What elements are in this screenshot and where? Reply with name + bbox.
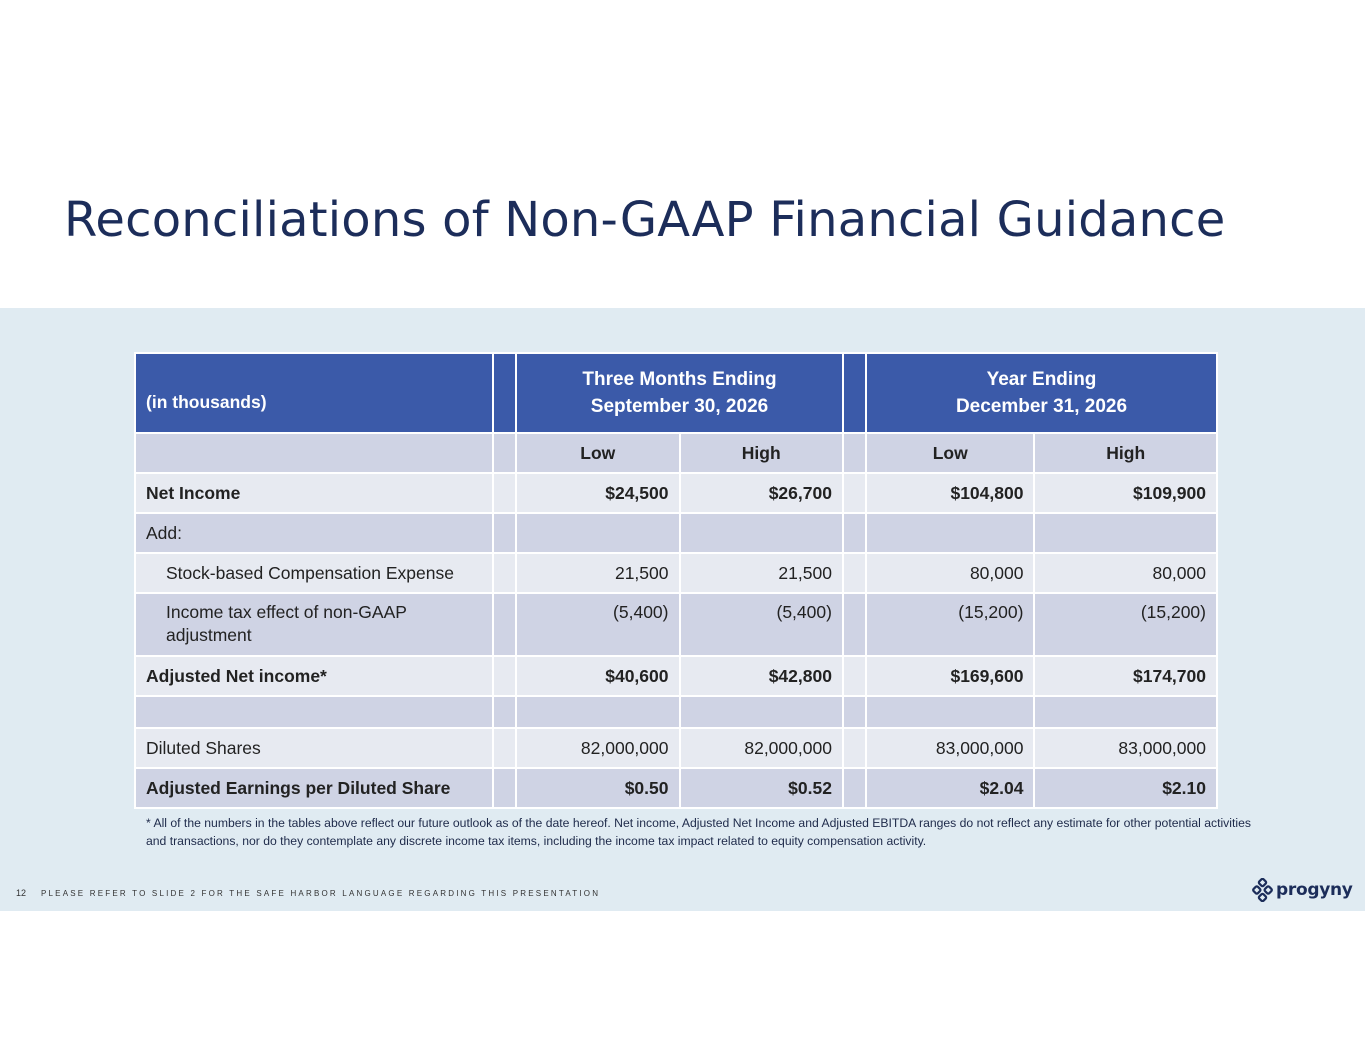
- row-label: Adjusted Earnings per Diluted Share: [135, 768, 493, 808]
- row-label: Add:: [135, 513, 493, 553]
- high-header: High: [1034, 433, 1217, 473]
- table-row: [135, 768, 1217, 808]
- table-header-row: [135, 353, 1217, 433]
- footnote: * All of the numbers in the tables above reflect our future outlook as of the date hereof. Net income, Adjusted Net Income and Adjusted EBITDA ranges do not reflect any estimate for other potential activities and transactions, nor do they contemplate any discrete income tax items, including the income tax impact related to equity compensation activity.: [146, 816, 1251, 848]
- page-number: 12: [16, 888, 27, 898]
- table-row: [135, 473, 1217, 513]
- value-cell: 80,000: [866, 553, 1034, 593]
- logo-wordmark: progyny: [1276, 880, 1353, 900]
- value-cell: $169,600: [866, 656, 1034, 696]
- progyny-logo: [1252, 878, 1353, 902]
- value-cell: (5,400): [516, 593, 679, 656]
- row-label: Diluted Shares: [135, 728, 493, 768]
- value-cell: (5,400): [680, 593, 843, 656]
- table-row: [135, 728, 1217, 768]
- value-cell: $0.52: [680, 768, 843, 808]
- value-cell: 83,000,000: [866, 728, 1034, 768]
- table-row: [135, 696, 1217, 728]
- spacer-cell: [493, 353, 516, 433]
- value-cell: $2.10: [1034, 768, 1217, 808]
- row-label: Income tax effect of non-GAAP adjustment: [135, 593, 493, 656]
- value-cell: $104,800: [866, 473, 1034, 513]
- value-cell: $0.50: [516, 768, 679, 808]
- safe-harbor-disclaimer: PLEASE REFER TO SLIDE 2 FOR THE SAFE HARBOR LANGUAGE REGARDING THIS PRESENTATION: [41, 889, 601, 898]
- value-cell: $26,700: [680, 473, 843, 513]
- high-header: High: [680, 433, 843, 473]
- table-row: [135, 656, 1217, 696]
- table-row: [135, 553, 1217, 593]
- value-cell: 83,000,000: [1034, 728, 1217, 768]
- row-label: Adjusted Net income*: [135, 656, 493, 696]
- value-cell: $42,800: [680, 656, 843, 696]
- period2-header: Year Ending December 31, 2026: [866, 353, 1217, 433]
- value-cell: (15,200): [866, 593, 1034, 656]
- reconciliation-table: [134, 352, 1218, 809]
- value-cell: $24,500: [516, 473, 679, 513]
- table-row: [135, 513, 1217, 553]
- low-header: Low: [516, 433, 679, 473]
- value-cell: 21,500: [516, 553, 679, 593]
- value-cell: (15,200): [1034, 593, 1217, 656]
- value-cell: 80,000: [1034, 553, 1217, 593]
- period1-header: Three Months Ending September 30, 2026: [516, 353, 843, 433]
- value-cell: 21,500: [680, 553, 843, 593]
- low-high-header-row: [135, 433, 1217, 473]
- table-row: [135, 593, 1217, 656]
- value-cell: 82,000,000: [516, 728, 679, 768]
- value-cell: $109,900: [1034, 473, 1217, 513]
- progyny-logo-icon: [1252, 878, 1274, 902]
- units-header: (in thousands): [135, 353, 493, 433]
- row-label: Net Income: [135, 473, 493, 513]
- value-cell: $40,600: [516, 656, 679, 696]
- row-label: Stock-based Compensation Expense: [135, 553, 493, 593]
- low-header: Low: [866, 433, 1034, 473]
- value-cell: $2.04: [866, 768, 1034, 808]
- value-cell: $174,700: [1034, 656, 1217, 696]
- value-cell: 82,000,000: [680, 728, 843, 768]
- slide-title: Reconciliations of Non-GAAP Financial Guidance: [64, 192, 1226, 248]
- spacer-cell: [843, 353, 866, 433]
